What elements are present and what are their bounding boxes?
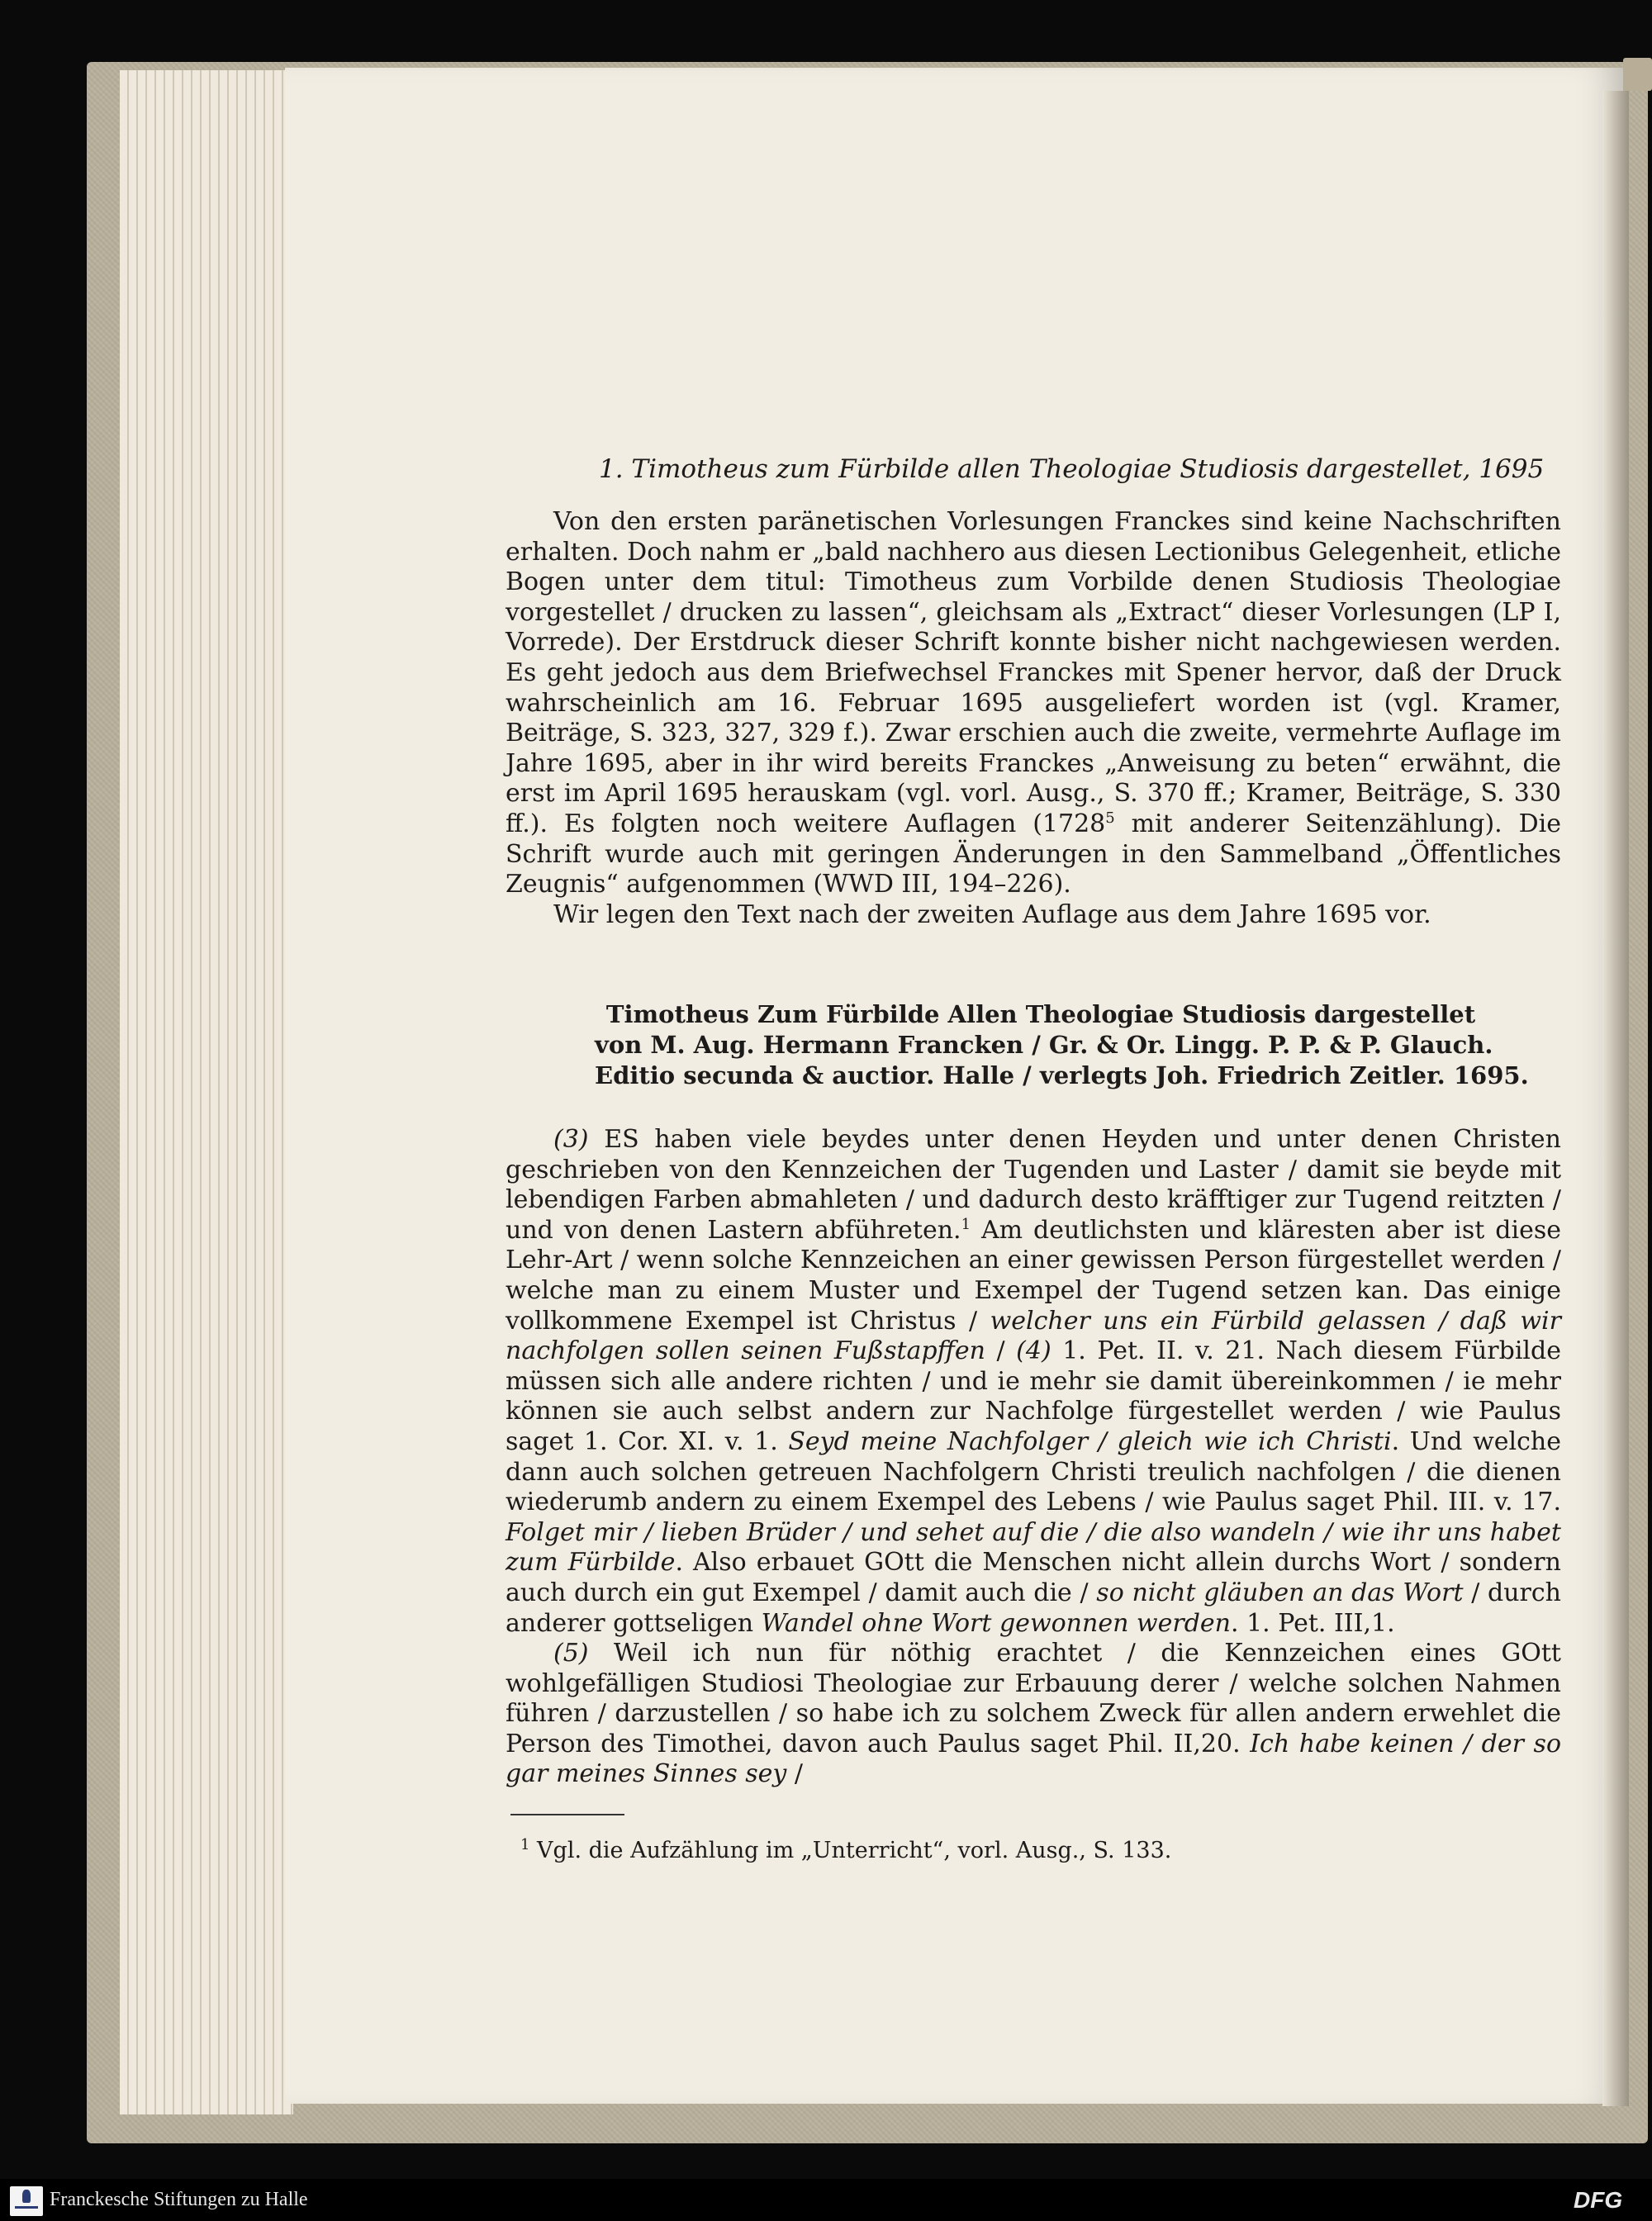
text-run: /	[786, 1759, 803, 1789]
paragraph-number: (4)	[1016, 1336, 1051, 1366]
text-run: Weil ich nun für nöthig erachtet / die Kennzeichen eines GOtt wohlgefälligen Studiosi Theologiae zur Erbauung derer / welche solchen Nahmen führen / darzustellen / so habe ich zu solchem Zweck für allen andern erwehlet die Person des Timothei, davon auch Paulus saget Phil. II,20.	[506, 1639, 1561, 1758]
text-run: . Also erbauet GOtt die Menschen nicht allein durchs Wort / sondern auch durch ein gut Exempel / damit auch die /	[506, 1548, 1561, 1607]
edition-superscript: 5	[1105, 809, 1115, 827]
title-line-1: Timotheus Zum Fürbilde Allen Theologiae Studiosis dargestellet	[605, 1000, 1476, 1028]
dfg-logo[interactable]: DFG	[1574, 2187, 1623, 2213]
section-heading: 1. Timotheus zum Fürbilde allen Theologiae Studiosis dargestellet, 1695	[599, 454, 1545, 484]
intro-text: Von den ersten paränetischen Vorlesungen Franckes sind keine Nachschriften erhalten. Doch nahm er „bald nachhero aus diesen Lectionibus Gelegenheit, etliche Bogen unter dem titul: Timotheus zum Vorbilde denen Studiosis Theologiae vorgestellet / drucken zu lassen“, gleichsam als „Extract“ dieser Vorlesungen (LP I, Vorrede). Der Erstdruck dieser Schrift konnte bisher nicht nachgewiesen werden. Es geht jedoch aus dem Briefwechsel Franckes mit Spener hervor, daß der Druck wahrscheinlich am 16. Februar 1695 ausgeliefert worden ist (vgl. Kramer, Beiträge, S. 323, 327, 329 f.). Zwar erschien auch die zweite, vermehrte Auflage im Jahre 1695, aber in ihr wird bereits Franckes „Anweisung zu beten“ erwähnt, die erst im April 1695 herauskam (vgl. vorl. Ausg., S. 370 ff.; Kramer, Beiträge, S. 330 ff.). Es folgten noch weitere Auflagen (1728	[506, 507, 1561, 838]
footnote-divider	[510, 1814, 624, 1815]
library-logo-icon[interactable]	[10, 2186, 43, 2216]
quotation: Wandel ohne Wort gewonnen werden	[761, 1608, 1231, 1638]
intro-text-end: mit anderer Seitenzählung). Die Schrift wurde auch mit geringen Änderungen in den Sammelband „Öffentliches Zeugnis“ aufgenommen (WWD III, 194–226).	[506, 809, 1561, 899]
paragraph-5	[506, 1639, 1561, 1790]
footnote-mark: 1	[520, 1836, 530, 1853]
page-edges	[120, 70, 293, 2114]
page-gutter	[1602, 91, 1629, 2106]
paragraph-3	[506, 1125, 1561, 1639]
quotation: Folget mir / lieben Brüder / und sehet auf die / die also wandeln / wie ihr uns habet zum Fürbilde	[506, 1517, 1561, 1578]
paragraph-number: (3)	[553, 1125, 589, 1154]
title-line-3: Editio secunda & auctior. Halle / verlegts Joh. Friedrich Zeitler. 1695.	[595, 1061, 1529, 1089]
text-run: /	[985, 1336, 1017, 1366]
main-text	[506, 1125, 1561, 1790]
footnote-text: Vgl. die Aufzählung im „Unterricht“, vorl. Ausg., S. 133.	[529, 1838, 1172, 1863]
paragraph-number: (5)	[553, 1639, 589, 1668]
text-run: 1. Pet. II. v. 21. Nach diesem Fürbilde müssen sich alle andere richten / und ie mehr sie damit übereinkommen / ie mehr können sie auch selbst andern zur Nachfolge fürgestellet werden / wie Paulus saget 1. Cor. XI. v. 1.	[506, 1336, 1561, 1456]
footnote	[520, 1838, 1171, 1863]
quotation: Seyd meine Nachfolger / gleich wie ich Christi	[788, 1426, 1392, 1456]
text-run: / durch anderer gottseligen	[506, 1578, 1562, 1638]
introduction-text	[506, 507, 1561, 930]
text-run: . Und welche dann auch solchen getreuen Nachfolgern Christi treulich nachfolgen / die dienen wiederumb andern zu einem Exempel des Lebens / wie Paulus saget Phil. III. v. 17.	[506, 1426, 1561, 1517]
text-run: . 1. Pet. III,1.	[1231, 1608, 1395, 1638]
text-run: ES haben viele beydes unter denen Heyden und unter denen Christen geschrieben von den Kennzeichen der Tugenden und Laster / damit sie beyde mit lebendigen Farben abmahleten / und dadurch desto kräfftiger zur Tugend reitzten / und von denen Lastern abführeten.	[506, 1125, 1561, 1245]
text-run: Am deutlichsten und kläresten aber ist diese Lehr-Art / wenn solche Kennzeichen an einer gewissen Person fürgestellet werden / welche man zu einem Muster und Exempel der Tugend setzen kan. Das einige vollkommene Exempel ist Christus /	[506, 1215, 1561, 1336]
intro-paragraph-2: Wir legen den Text nach der zweiten Auflage aus dem Jahre 1695 vor.	[553, 899, 1431, 929]
footnote-reference: 1	[961, 1215, 971, 1233]
title-page-block	[595, 999, 1529, 1091]
intro-paragraph-1	[506, 507, 1561, 900]
bookmark-ribbon	[1623, 58, 1652, 91]
title-line-2: von M. Aug. Hermann Francken / Gr. & Or. Lingg. P. P. & P. Glauch.	[595, 1031, 1493, 1059]
quotation: welcher uns ein Fürbild gelassen / daß wir nachfolgen sollen seinen Fußstapffen	[506, 1306, 1561, 1366]
library-name-link[interactable]: Franckesche Stiftungen zu Halle	[50, 2189, 308, 2210]
quotation: Ich habe keinen / der so gar meines Sinnes sey	[506, 1729, 1561, 1789]
quotation: so nicht gläuben an das Wort	[1096, 1578, 1464, 1607]
